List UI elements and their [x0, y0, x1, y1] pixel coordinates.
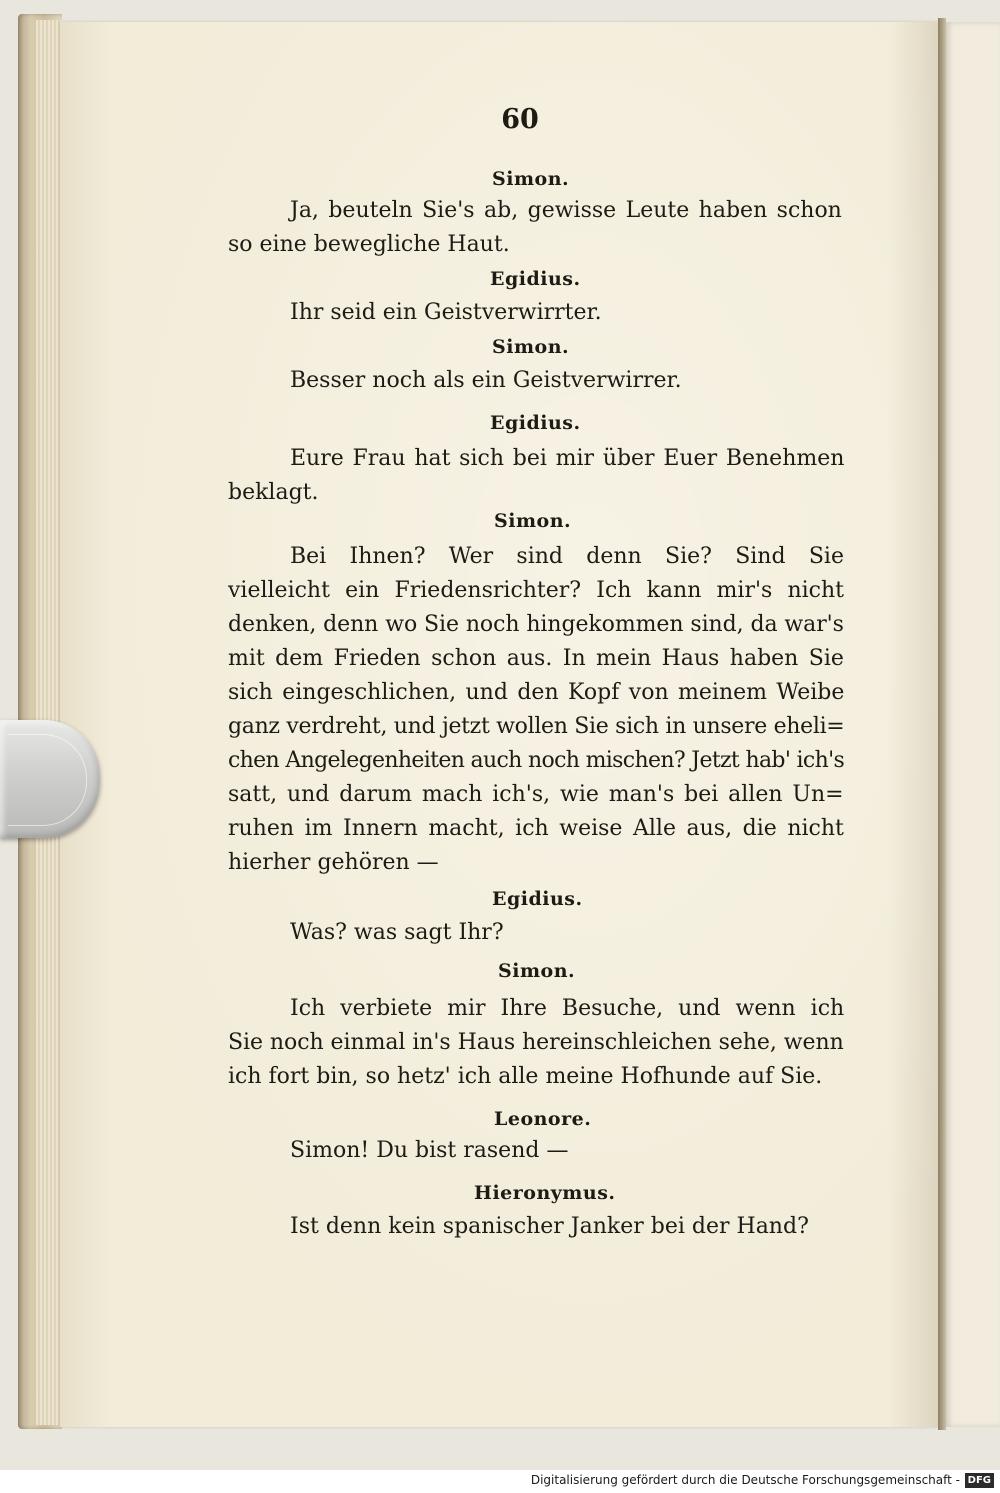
text-line: Ihr seid ein Geistverwirrter.	[290, 300, 602, 325]
text-line: Simon! Du bist rasend —	[290, 1138, 569, 1163]
speaker-name: Simon.	[492, 336, 570, 358]
speaker-name: Egidius.	[490, 412, 581, 434]
speaker-name: Simon.	[492, 168, 570, 190]
text-line: sich eingeschlichen, und den Kopf von meinem Weibe	[228, 680, 845, 705]
speaker-name: Hieronymus.	[474, 1182, 616, 1204]
text-line: chen Angelegenheiten auch noch mischen? Jetzt hab' ich's	[228, 748, 845, 773]
text-line: satt, und darum mach ich's, wie man's bei allen Un=	[228, 782, 844, 807]
text-line: beklagt.	[228, 480, 319, 505]
text-line: ruhen im Innern macht, ich weise Alle aus, die nicht	[228, 816, 844, 841]
speaker-name: Simon.	[494, 510, 572, 532]
text-line: Eure Frau hat sich bei mir über Euer Benehmen	[290, 446, 845, 471]
dfg-logo: DFG	[965, 1473, 994, 1488]
text-line: ganz verdreht, und jetzt wollen Sie sich in unsere eheli=	[228, 714, 845, 739]
page-clip-highlight	[8, 734, 87, 826]
text-line: denken, denn wo Sie noch hingekommen sind, da war's	[228, 612, 844, 637]
next-page-strip	[946, 22, 1000, 1427]
book-gutter	[938, 18, 946, 1430]
page-number: 60	[501, 104, 539, 135]
speaker-name: Simon.	[498, 960, 576, 982]
text-line: Bei Ihnen? Wer sind denn Sie? Sind Sie	[290, 544, 844, 569]
text-line: Besser noch als ein Geistverwirrer.	[290, 368, 682, 393]
text-line: so eine bewegliche Haut.	[228, 232, 510, 257]
text-line: Was? was sagt Ihr?	[290, 920, 504, 945]
speaker-name: Egidius.	[492, 888, 583, 910]
footer-bar	[0, 1470, 1000, 1493]
text-line: Ja, beuteln Sie's ab, gewisse Leute haben schon	[290, 198, 842, 223]
speaker-name: Leonore.	[494, 1108, 592, 1130]
text-line: mit dem Frieden schon aus. In mein Haus haben Sie	[228, 646, 844, 671]
text-line: Sie noch einmal in's Haus hereinschleichen sehe, wenn	[228, 1030, 844, 1055]
speaker-name: Egidius.	[490, 268, 581, 290]
text-line: hierher gehören —	[228, 850, 439, 875]
text-line: vielleicht ein Friedensrichter? Ich kann mir's nicht	[228, 578, 844, 603]
funding-notice: Digitalisierung gefördert durch die Deutsche Forschungsgemeinschaft -	[530, 1473, 960, 1487]
text-line: Ich verbiete mir Ihre Besuche, und wenn ich	[290, 996, 845, 1021]
text-line: ich fort bin, so hetz' ich alle meine Hofhunde auf Sie.	[228, 1064, 823, 1089]
text-line: Ist denn kein spanischer Janker bei der Hand?	[290, 1214, 809, 1239]
